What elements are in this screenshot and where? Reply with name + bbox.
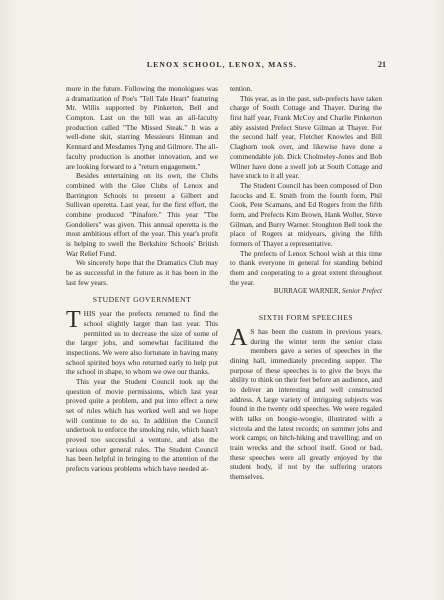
paragraph (230, 324, 382, 482)
paragraph-text: HIS year the prefects returned to find the school slightly larger than last year. This permitted us to decrease the size of some of the larger jobs, and somewhat facilitated the inspections. We were also fortunate in having many school spirited boys who returned early to help put the school in shape, to whom we owe our thanks. (66, 309, 218, 377)
page-number: 21 (378, 60, 386, 69)
signature (230, 287, 382, 297)
running-head: LENOX SCHOOL, LENOX, MASS. (146, 60, 298, 69)
paragraph: more in the future. Following the monologues was a dramatization of Poe's "Tell Tale Heart" featuring Mr. Willis supported by Pinkerton, Bell and Compton. Last on the bill was an all-faculty production called "The Missed Steak." It was a well-done skit, starring Messieurs Hinman and Kennard and Mesdames Tyng and Gilmore. The all-faculty production is another innovation, and we are looking forward to a "return engagement." (66, 84, 219, 171)
paragraph: This year, as in the past, sub-prefects have taken charge of South Cottage and Thayer. During the first half year, Frank McCoy and Charlie Pinkerton ably assisted Prefect Steve Gilman at Thayer. For the second half year, Fletcher Knowles and Bill Claghorn took over, and likewise have done a commendable job. Dick Cholmeley-Jones and Bob Wilner have done a swell job at South Cottage and have stuck to it all year. (230, 93, 382, 181)
section-title-student-government: STUDENT GOVERNMENT (92, 295, 192, 305)
paragraph: Besides entertaining on its own, the Clubs combined with the Glee Clubs of Lenox and Barrington Schools to present a Gilbert and Sullivan operetta. Last year, for the first effort, the combine produced "Pinafore." This year "The Gondoliers" was given. This annual operetta is the most ambitious effort of the year. This year's profit is helping to swell the Berkshire Schools' British War Relief Fund. (66, 171, 218, 258)
drop-cap: A (230, 324, 248, 351)
right-column (230, 84, 382, 482)
left-column (66, 84, 218, 474)
drop-cap: T (66, 307, 81, 334)
paragraph: The Student Council has been composed of Don Jacocks and E. Smith from the fourth form, Phil Cook, Pete Scamans, and Ed Rogers from the fifth form, and Prefects Kim Brown, Hank Woller, Steve Gilman, and Burry Warner. Stoughton Bell took the place of Rogers at midyears, giving the fifth formers of Thayer a representative. (230, 180, 382, 248)
paragraph: We sincerely hope that the Dramatics Club may be as successful in the future as it has been in the last few years. (66, 258, 218, 287)
paragraph: This year the Student Council took up the question of movie permissions, which last year proved quite a problem, and put into effect a new set of rules which has worked well and we hope will continue to do so. In addition the Council undertook to enforce the smoking rule, which hasn't proved too successful a venture, and also the various other general rules. The Student Council has been helpful in bringing to the attention of the prefects various problems which have needed at- (66, 376, 218, 474)
paragraph (66, 309, 218, 377)
spacer (230, 297, 382, 305)
paragraph-text: S has been the custom in previous years, during the winter term the senior class members gave a series of speeches in the dining hall, immediately preceding supper. The purpose of these speeches is to give the boys the ability to think on their feet before an audience, and to deliver an interesting and well constructed address. A large variety of intriguing subjects was found in the twenty odd speeches. We were regaled with talks on boogie-woogie, illustrated with a victrola and the latest records; on summer jobs and work camps; on hitch-hiking and travelling; and on train wrecks and the school itself. Good or bad, these speeches were all greatly enjoyed by the student body, if not by the suffering orators themselves. (230, 326, 382, 482)
signature-title: Senior Prefect (342, 287, 382, 296)
paragraph: The prefects of Lenox School wish at this time to thank everyone in general for standing behind them and cooperating to a great extent throughout the year. (230, 248, 382, 287)
signature-name: BURRAGE WARNER, (273, 287, 341, 296)
section-title-sixth-form-speeches: SIXTH FORM SPEECHES (258, 313, 354, 323)
page-header (58, 60, 386, 74)
paragraph: tention. (230, 84, 253, 93)
